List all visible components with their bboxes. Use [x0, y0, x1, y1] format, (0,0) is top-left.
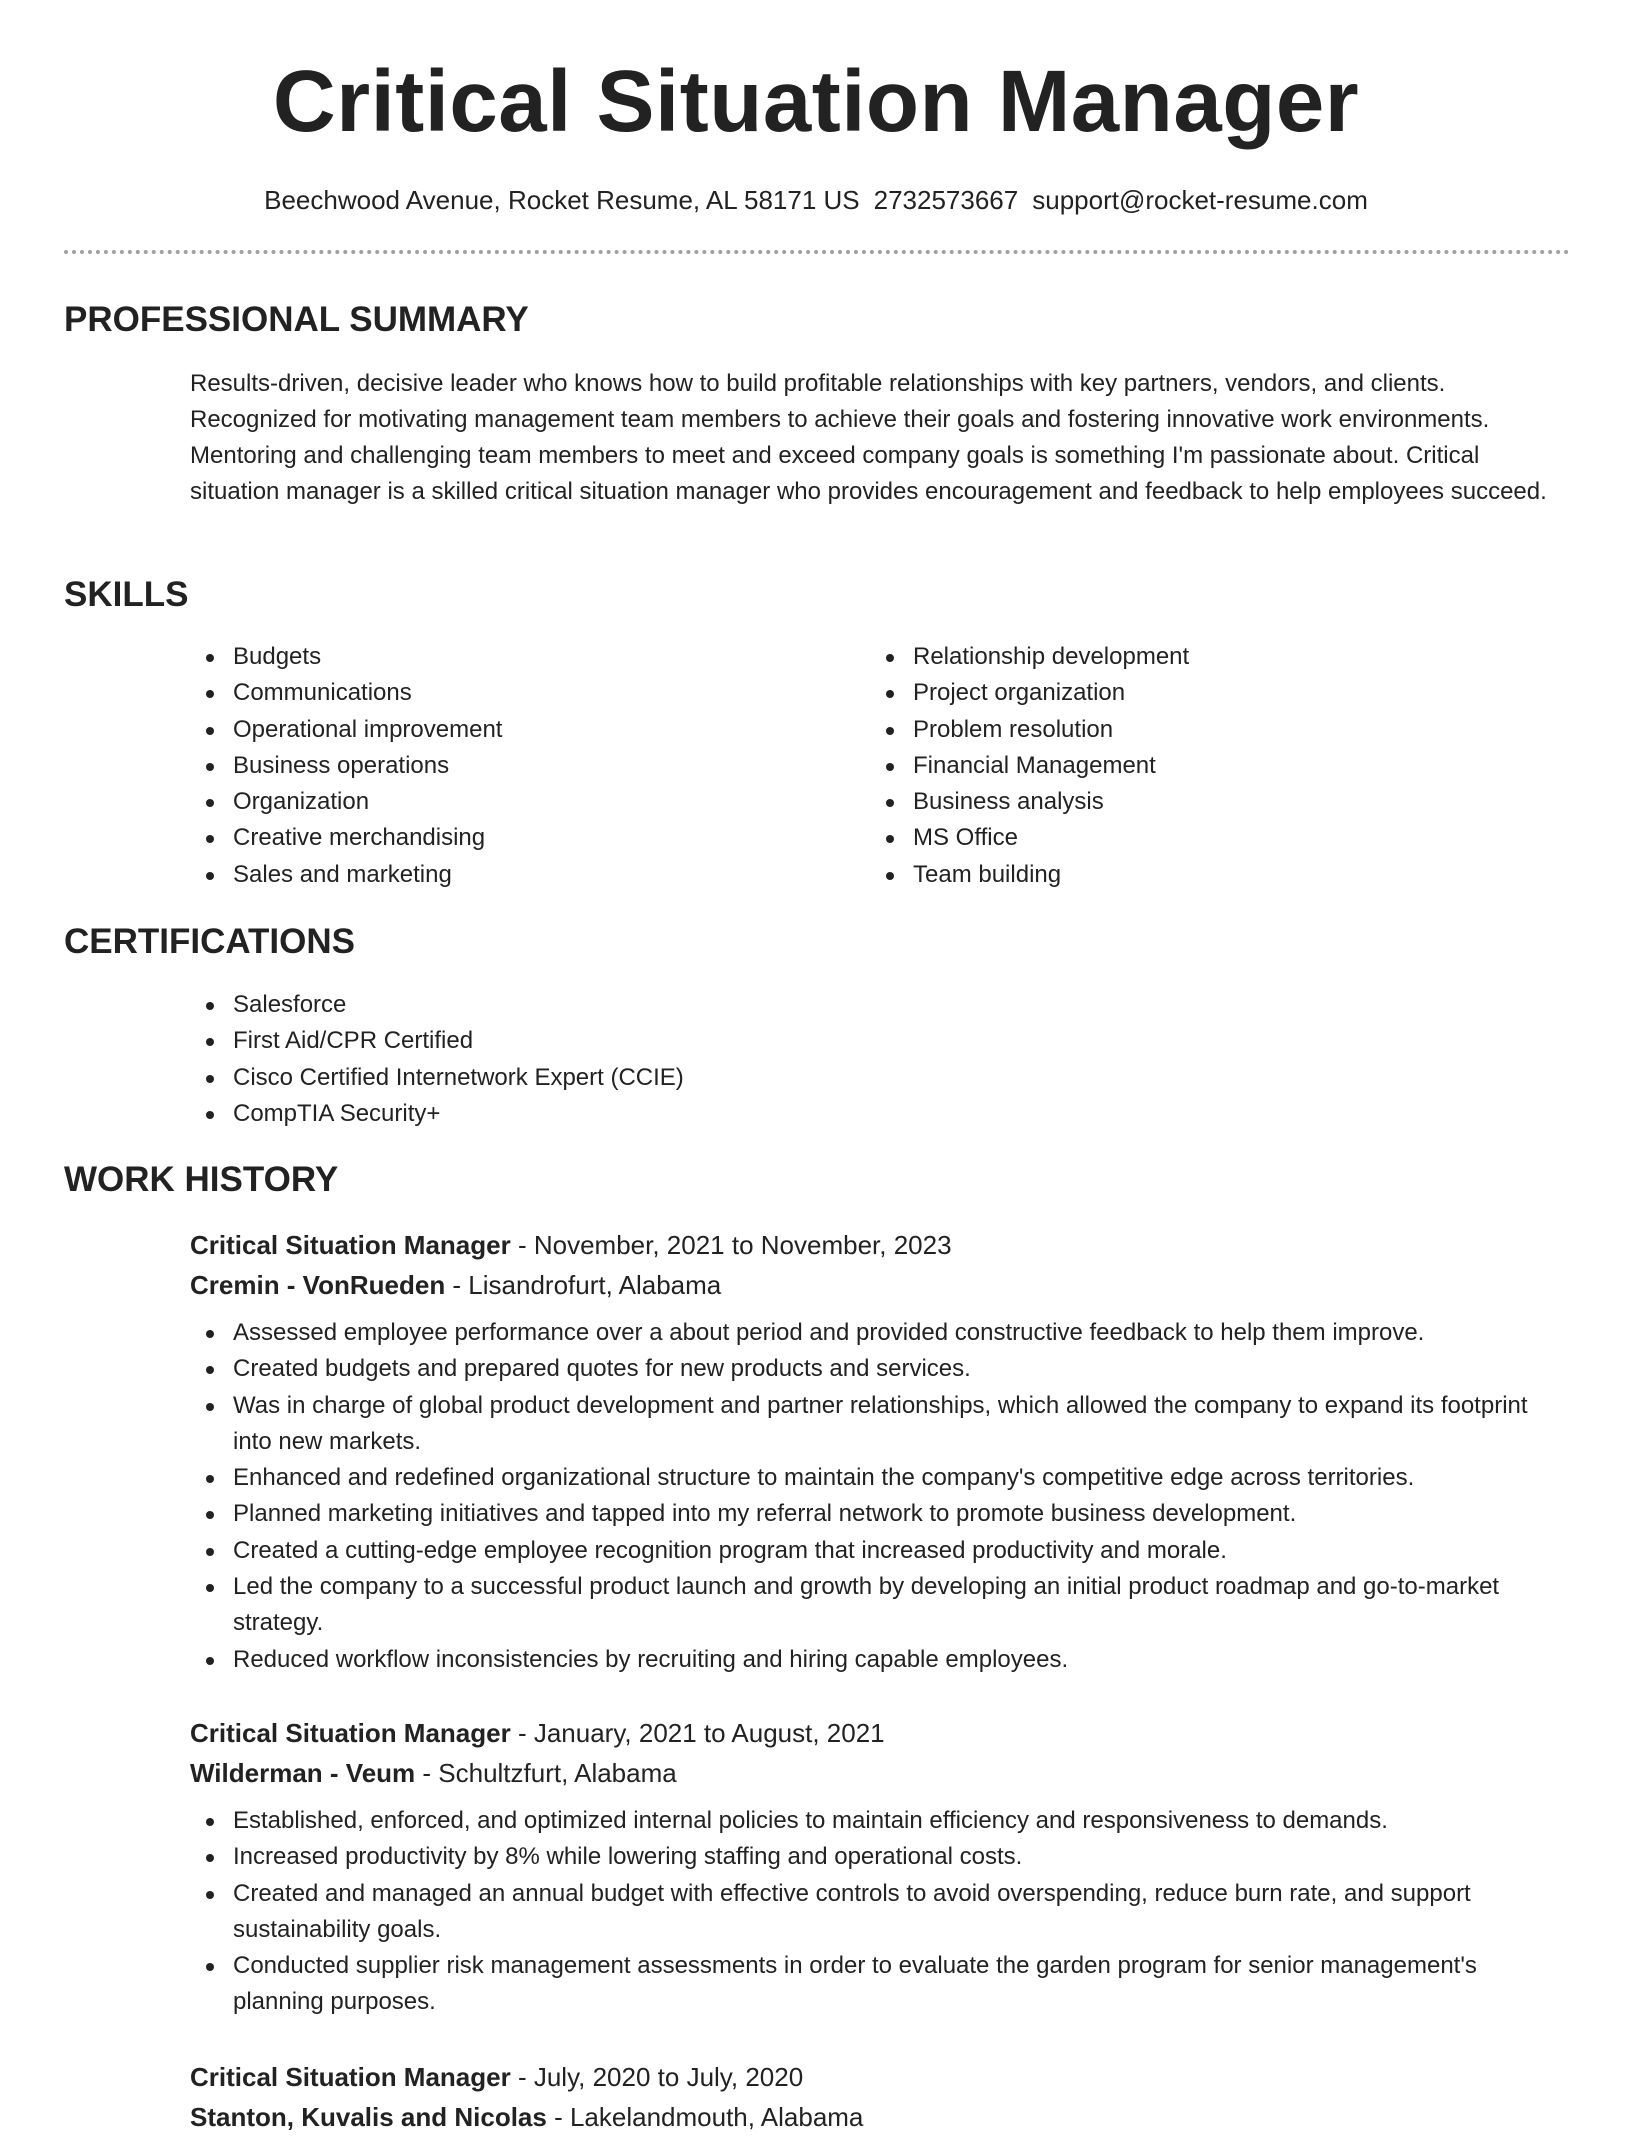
- skill-item: Problem resolution: [870, 712, 1510, 748]
- skill-item: Project organization: [870, 675, 1510, 711]
- job-company-line: [190, 1265, 1570, 1305]
- job-bullet: Reduced workflow inconsistencies by recruiting and hiring capable employees.: [190, 1642, 1570, 1678]
- section-title-skills: SKILLS: [64, 575, 189, 614]
- section-title-summary: PROFESSIONAL SUMMARY: [64, 300, 529, 339]
- job-bullet: Established, enforced, and optimized internal policies to maintain efficiency and responsiveness to demands.: [190, 1803, 1570, 1839]
- job-bullet: Created a cutting-edge employee recognition program that increased productivity and morale.: [190, 1533, 1570, 1569]
- job-bullet: Created and managed an annual budget with effective controls to avoid overspending, reduce burn rate, and support sustainability goals.: [190, 1876, 1570, 1949]
- certification-item: Cisco Certified Internetwork Expert (CCIE): [190, 1060, 1570, 1096]
- summary-text: Results-driven, decisive leader who knows how to build profitable relationships with key partners, vendors, and clients. Recognized for motivating management team members to achieve their goals and fostering innovative work environments. Mentoring and challenging team members to meet and exceed company goals is something I'm passionate about. Critical situation manager is a skilled critical situation manager who provides encouragement and feedback to help employees succeed.: [190, 370, 1547, 505]
- job-bullet: Increased productivity by 8% while lowering staffing and operational costs.: [190, 1839, 1570, 1875]
- skill-item: Sales and marketing: [190, 857, 830, 893]
- job-bullet: Assessed employee performance over a about period and provided constructive feedback to help them improve.: [190, 1315, 1570, 1351]
- skill-item: Communications: [190, 675, 830, 711]
- contact-line: [0, 182, 1632, 218]
- job-company: Stanton, Kuvalis and Nicolas: [190, 2102, 547, 2132]
- job-location: - Schultzfurt, Alabama: [415, 1758, 677, 1788]
- skill-item: Financial Management: [870, 748, 1510, 784]
- job-entry: [190, 2057, 1570, 2137]
- job-bullet: Planned marketing initiatives and tapped into my referral network to promote business development.: [190, 1496, 1570, 1532]
- skill-item: Creative merchandising: [190, 820, 830, 856]
- job-title: Critical Situation Manager: [190, 2062, 511, 2092]
- job-title: Critical Situation Manager: [190, 1230, 511, 1260]
- job-bullet: Led the company to a successful product launch and growth by developing an initial product roadmap and go-to-market strategy.: [190, 1569, 1570, 1642]
- job-company-line: [190, 1753, 1570, 1793]
- job-title-line: [190, 1713, 1570, 1753]
- job-bullet: Conducted supplier risk management assessments in order to evaluate the garden program for senior management's planning purposes.: [190, 1948, 1570, 2021]
- contact-phone: 2732573667: [873, 185, 1019, 215]
- certification-item: First Aid/CPR Certified: [190, 1023, 1570, 1059]
- job-bullet: Created budgets and prepared quotes for new products and services.: [190, 1351, 1570, 1387]
- job-bullets: [190, 1315, 1570, 1678]
- job-title-line: [190, 1225, 1570, 1265]
- job-entry: [190, 1225, 1570, 1678]
- job-company: Cremin - VonRueden: [190, 1270, 446, 1300]
- skill-item: Business operations: [190, 748, 830, 784]
- job-location: - Lakelandmouth, Alabama: [546, 2102, 864, 2132]
- certification-item: Salesforce: [190, 987, 1570, 1023]
- contact-email: support@rocket-resume.com: [1032, 185, 1368, 215]
- skill-item: MS Office: [870, 820, 1510, 856]
- skill-item: Operational improvement: [190, 712, 830, 748]
- skills-list-right: [870, 639, 1510, 893]
- job-title-line: [190, 2057, 1570, 2097]
- section-title-certifications: CERTIFICATIONS: [64, 922, 356, 961]
- section-title-work-history: WORK HISTORY: [64, 1160, 339, 1199]
- skill-item: Business analysis: [870, 784, 1510, 820]
- job-bullets: [190, 1803, 1570, 2021]
- certification-item: CompTIA Security+: [190, 1096, 1570, 1132]
- job-bullet: Enhanced and redefined organizational structure to maintain the company's competitive edge across territories.: [190, 1460, 1570, 1496]
- resume-name-heading: Critical Situation Manager: [272, 53, 1360, 150]
- certifications-list: [190, 987, 1570, 1132]
- job-dates: - July, 2020 to July, 2020: [510, 2062, 804, 2092]
- skill-item: Budgets: [190, 639, 830, 675]
- job-company: Wilderman - Veum: [190, 1758, 416, 1788]
- skills-list-left: [190, 639, 830, 893]
- contact-address: Beechwood Avenue, Rocket Resume, AL 58171 US: [264, 185, 860, 215]
- skill-item: Organization: [190, 784, 830, 820]
- job-location: - Lisandrofurt, Alabama: [445, 1270, 722, 1300]
- job-title: Critical Situation Manager: [190, 1718, 511, 1748]
- job-dates: - November, 2021 to November, 2023: [510, 1230, 952, 1260]
- skill-item: Team building: [870, 857, 1510, 893]
- skill-item: Relationship development: [870, 639, 1510, 675]
- job-company-line: [190, 2097, 1570, 2137]
- job-entry: [190, 1713, 1570, 2021]
- header-divider: [64, 250, 1570, 254]
- job-bullet: Was in charge of global product development and partner relationships, which allowed the company to expand its footprint into new markets.: [190, 1388, 1570, 1461]
- job-dates: - January, 2021 to August, 2021: [510, 1718, 885, 1748]
